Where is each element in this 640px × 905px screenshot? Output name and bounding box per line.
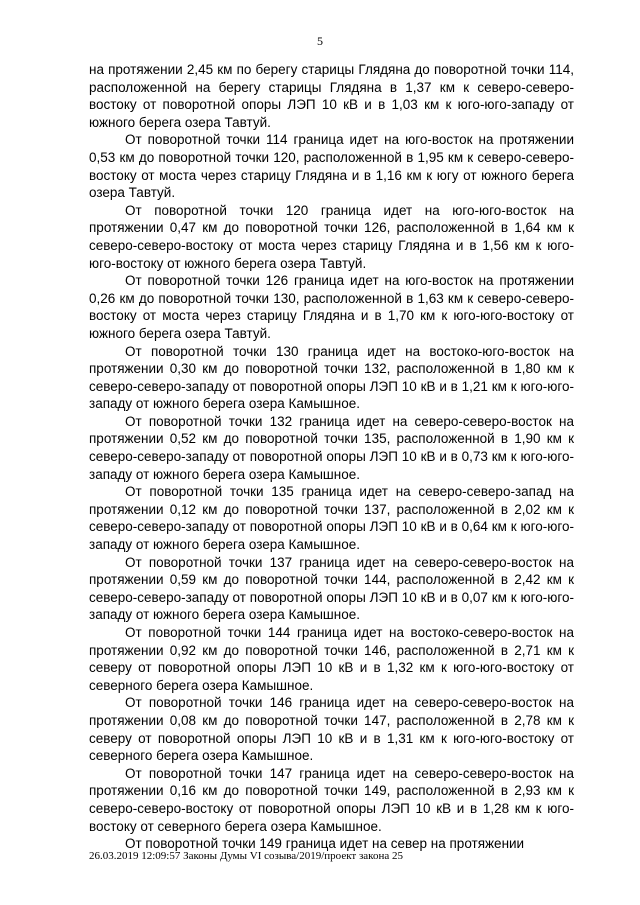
paragraph: От поворотной точки 130 граница идет на востоко-юго-восток на протяжении 0,30 км до поворотной точки 132, расположенной в 1,80 км к северо-северо-западу от поворотной опоры ЛЭП 10 кВ и в 1,21 км к юго-юго-западу от южного берега озера Камышное. [89, 343, 574, 412]
paragraph: От поворотной точки 135 граница идет на северо-северо-запад на протяжении 0,12 км до поворотной точки 137, расположенной в 2,02 км к северо-северо-западу от поворотной опоры ЛЭП 10 кВ и в 0,64 км к юго-юго-западу от южного берега озера Камышное. [89, 484, 574, 553]
paragraph: От поворотной точки 137 граница идет на северо-северо-восток на протяжении 0,59 км до поворотной точки 144, расположенной в 2,42 км к северо-северо-западу от поворотной опоры ЛЭП 10 кВ и в 0,07 км к юго-юго-западу от южного берега озера Камышное. [89, 554, 574, 623]
document-footer: 26.03.2019 12:09:57 Законы Думы VI созыва/2019/проект закона 25 [89, 850, 403, 862]
paragraph: От поворотной точки 147 граница идет на северо-северо-восток на протяжении 0,16 км до поворотной точки 149, расположенной в 2,93 км к северо-северо-востоку от поворотной опоры ЛЭП 10 кВ и в 1,28 км к юго-востоку от северного берега озера Камышное. [89, 765, 574, 834]
paragraph: От поворотной точки 126 граница идет на юго-восток на протяжении 0,26 км до поворотной точки 130, расположенной в 1,63 км к северо-северо-востоку от моста через старицу Глядяна и в 1,70 км к юго-юго-востоку от южного берега озера Тавтуй. [89, 273, 574, 341]
body-text [89, 61, 574, 853]
paragraph: От поворотной точки 146 граница идет на северо-северо-восток на протяжении 0,08 км до поворотной точки 147, расположенной в 2,78 км к северу от поворотной опоры ЛЭП 10 кВ и в 1,31 км к юго-юго-востоку от северного берега озера Камышное. [89, 695, 574, 764]
paragraph: От поворотной точки 132 граница идет на северо-северо-восток на протяжении 0,52 км до поворотной точки 135, расположенной в 1,90 км к северо-северо-западу от поворотной опоры ЛЭП 10 кВ и в 0,73 км к юго-юго-западу от южного берега озера Камышное. [89, 413, 574, 482]
paragraph: От поворотной точки 120 граница идет на юго-юго-восток на протяжении 0,47 км до поворотной точки 126, расположенной в 1,64 км к северо-северо-востоку от моста через старицу Глядяна и в 1,56 км к юго-юго-востоку от южного берега озера Тавтуй. [89, 202, 574, 271]
paragraph: От поворотной точки 114 граница идет на юго-восток на протяжении 0,53 км до поворотной точки 120, расположенной в 1,95 км к северо-северо-востоку от моста через старицу Глядяна и в 1,16 км к югу от южного берега озера Тавтуй. [89, 132, 574, 201]
page-number: 5 [317, 34, 323, 48]
paragraph: От поворотной точки 149 граница идет на север на протяжении [125, 836, 525, 852]
paragraph: на протяжении 2,45 км по берегу старицы Глядяна до поворотной точки 114, расположенной на берегу старицы Глядяна в 1,37 км к северо-северо-востоку от поворотной опоры ЛЭП 10 кВ и в 1,03 км к юго-юго-западу от южного берега озера Тавтуй. [89, 62, 574, 130]
paragraph: От поворотной точки 144 граница идет на востоко-северо-восток на протяжении 0,92 км до поворотной точки 146, расположенной в 2,71 км к северу от поворотной опоры ЛЭП 10 кВ и в 1,32 км к юго-юго-востоку от северного берега озера Камышное. [89, 625, 574, 693]
